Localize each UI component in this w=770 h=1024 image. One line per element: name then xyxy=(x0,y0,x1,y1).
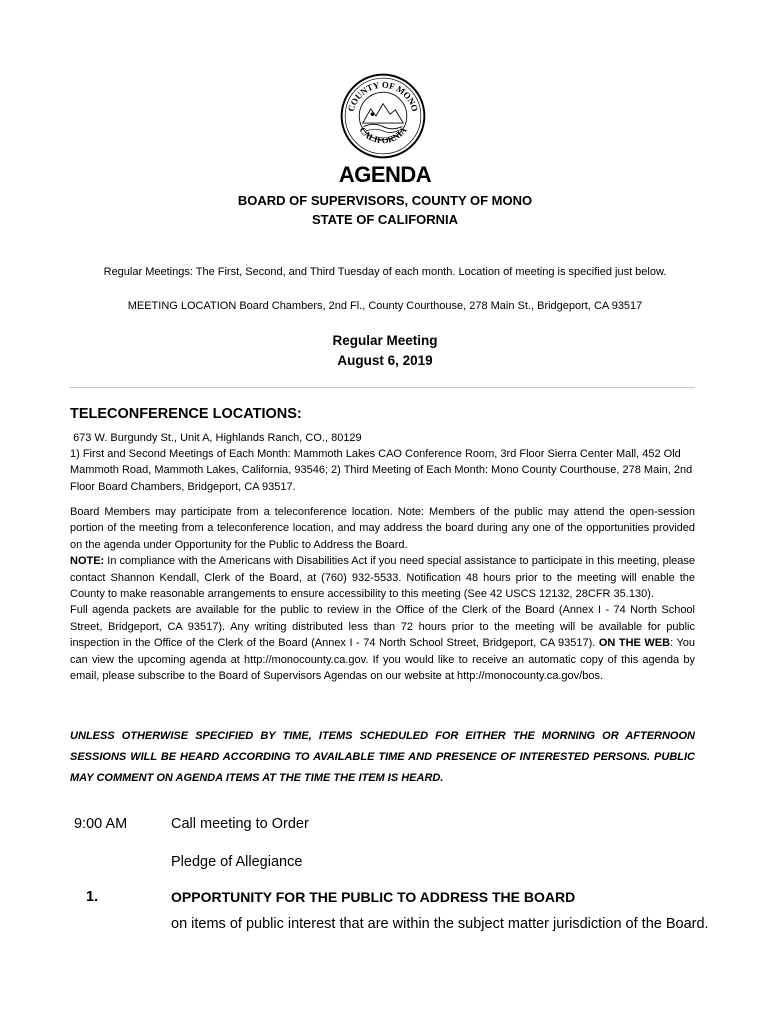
agenda-item-title: OPPORTUNITY FOR THE PUBLIC TO ADDRESS THE BOARD xyxy=(171,889,576,905)
web-label: ON THE WEB xyxy=(598,637,671,650)
meeting-date: August 6, 2019 xyxy=(337,353,433,368)
agenda-item-description: on items of public interest that are within the subject matter jurisdiction of the Board. xyxy=(171,916,709,932)
call-to-order: Call meeting to Order xyxy=(171,816,309,832)
regular-meetings-text: Regular Meetings: The First, Second, and Third Tuesday of each month. Location of meeting is specified just below. xyxy=(103,266,667,278)
svg-text:CALIFORNIA xyxy=(357,125,409,146)
packets-text: Full agenda packets are available for the public to review in the Office of the Clerk of the Board (Annex I - 74 North School Street, Bridgeport, CA 93517). Any writing distributed less than 72 hours prior to the meeting will be available for public inspection in the Office of the Clerk of the Board (Annex I - 74 North School Street, Bridgeport, CA 93517). xyxy=(70,604,695,650)
county-seal-logo xyxy=(339,72,427,160)
packets-notice xyxy=(70,602,695,684)
teleconference-address-text: 673 W. Burgundy St., Unit A, Highlands Ranch, CO., 80129 xyxy=(73,432,362,444)
horizontal-divider xyxy=(70,387,695,388)
scheduling-notice: UNLESS OTHERWISE SPECIFIED BY TIME, ITEMS SCHEDULED FOR EITHER THE MORNING OR AFTERNOON SESSIONS WILL BE HEARD ACCORDING TO AVAILABLE TIME AND PRESENCE OF INTERESTED PERSONS. PUBLIC MAY COMMENT ON AGENDA ITEMS AT THE TIME THE ITEM IS HEARD. xyxy=(70,730,695,784)
note-text: In compliance with the Americans with Disabilities Act if you need special assistance to participate in this meeting, please contact Shannon Kendall, Clerk of the Board, at (760) 932-5533. Notification 48 hours prior to the meeting will enable the County to make reasonable arrangements to ensure accessibility to this meeting (See 42 USCS 12132, 28CFR 35.130). xyxy=(70,555,695,601)
meeting-time: 9:00 AM xyxy=(74,816,128,832)
participation-notice: Board Members may participate from a teleconference location. Note: Members of the public may attend the open-session portion of the meeting from a teleconference location, and may address the board during any one of the opportunities provided on the agenda under Opportunity for the Public to Address the Board. xyxy=(70,506,695,551)
meeting-location-text: MEETING LOCATION Board Chambers, 2nd Fl., County Courthouse, 278 Main St., Bridgeport, CA 93517 xyxy=(127,300,643,312)
notices-section xyxy=(70,504,695,684)
seal-top-text: COUNTY OF MONO xyxy=(345,79,421,113)
agenda-item-number: 1. xyxy=(86,889,99,905)
agenda-title: AGENDA xyxy=(338,162,432,187)
teleconference-heading: TELECONFERENCE LOCATIONS: xyxy=(70,406,302,422)
note-label: NOTE: xyxy=(70,555,105,568)
state-name: STATE OF CALIFORNIA xyxy=(311,212,459,227)
seal-bottom-text: CALIFORNIA xyxy=(357,125,409,146)
ada-notice xyxy=(70,553,695,602)
board-name: BOARD OF SUPERVISORS, COUNTY OF MONO xyxy=(237,193,533,208)
teleconference-address xyxy=(70,430,695,446)
meeting-type: Regular Meeting xyxy=(332,333,438,348)
pledge-of-allegiance: Pledge of Allegiance xyxy=(171,854,303,870)
teleconference-locations: 1) First and Second Meetings of Each Month: Mammoth Lakes CAO Conference Room, 3rd Floor Sierra Center Mall, 452 Old Mammoth Road, Mammoth Lakes, California, 93546; 2) Third Meeting of Each Month: Mono County Courthouse, 278 Main, 2nd Floor Board Chambers, Bridgeport, CA 93517. xyxy=(70,448,693,493)
web-text: : You can view the upcoming agenda at http://monocounty.ca.gov. If you would like to receive an automatic copy of this agenda by email, please subscribe to the Board of Supervisors Agendas on our website at http://monocounty.ca.gov/bos. xyxy=(70,637,696,683)
